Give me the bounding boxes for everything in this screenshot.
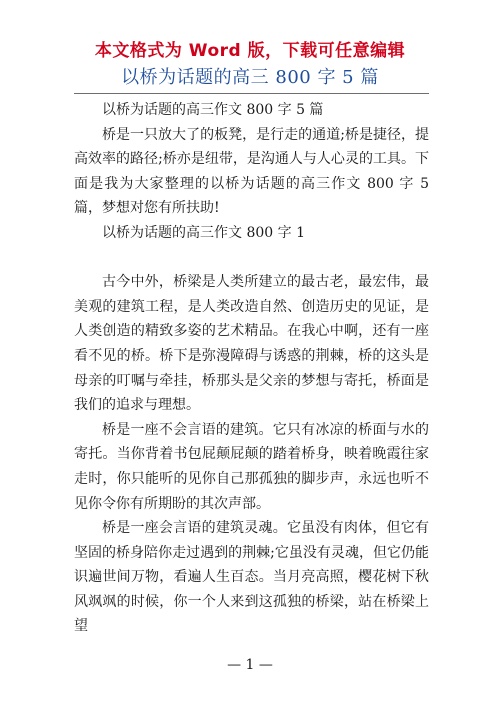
editable-format-banner: 本文格式为 Word 版，下载可任意编辑 [94, 41, 406, 61]
body-paragraph: 桥是一座不会言语的建筑。它只有冰凉的桥面与水的寄托。当你背着书包屁颠屁颠的踏着桥身，映着晚霞往家走时，你只能听的见你自己那孤独的脚步声，永远也听不见你令你有所期盼的其次声部。 [74, 421, 429, 512]
essay-1-heading: 以桥为话题的高三作文 800 字 1 [102, 224, 305, 241]
essay-collection-heading: 以桥为话题的高三作文 800 字 5 篇 [102, 102, 324, 118]
document-body [74, 98, 429, 639]
body-paragraph: 古今中外，桥梁是人类所建立的最古老，最宏伟，最美观的建筑工程，是人类改造自然、创造历史的见证，是人类创造的精致多姿的艺术精品。在我心中啊，还有一座看不见的桥。桥下是弥漫障碍与诱惑的荆棘，桥的这头是母亲的叮嘱与牵挂，桥那头是父亲的梦想与寄托，桥面是我们的追求与理想。 [74, 274, 429, 414]
body-paragraph: 桥是一座会言语的建筑灵魂。它虽没有肉体，但它有坚固的桥身陪你走过遇到的荆棘;它虽没有灵魂，但它仍能识遍世间万物，看遍人生百态。当月亮高照，樱花树下秋风飒飒的时候，你一个人来到这孤独的桥梁，站在桥梁上望 [74, 520, 429, 635]
page-number: — 1 — [227, 657, 273, 673]
title-divider [74, 93, 429, 94]
intro-paragraph: 桥是一只放大了的板凳，是行走的通道;桥是捷径，提高效率的路径;桥亦是纽带，是沟通人与人心灵的工具。下面是我为大家整理的以桥为话题的高三作文 800 字 5 篇，梦想对您有所扶助! [74, 126, 429, 217]
document-title: 以桥为话题的高三 800 字 5 篇 [121, 67, 379, 88]
